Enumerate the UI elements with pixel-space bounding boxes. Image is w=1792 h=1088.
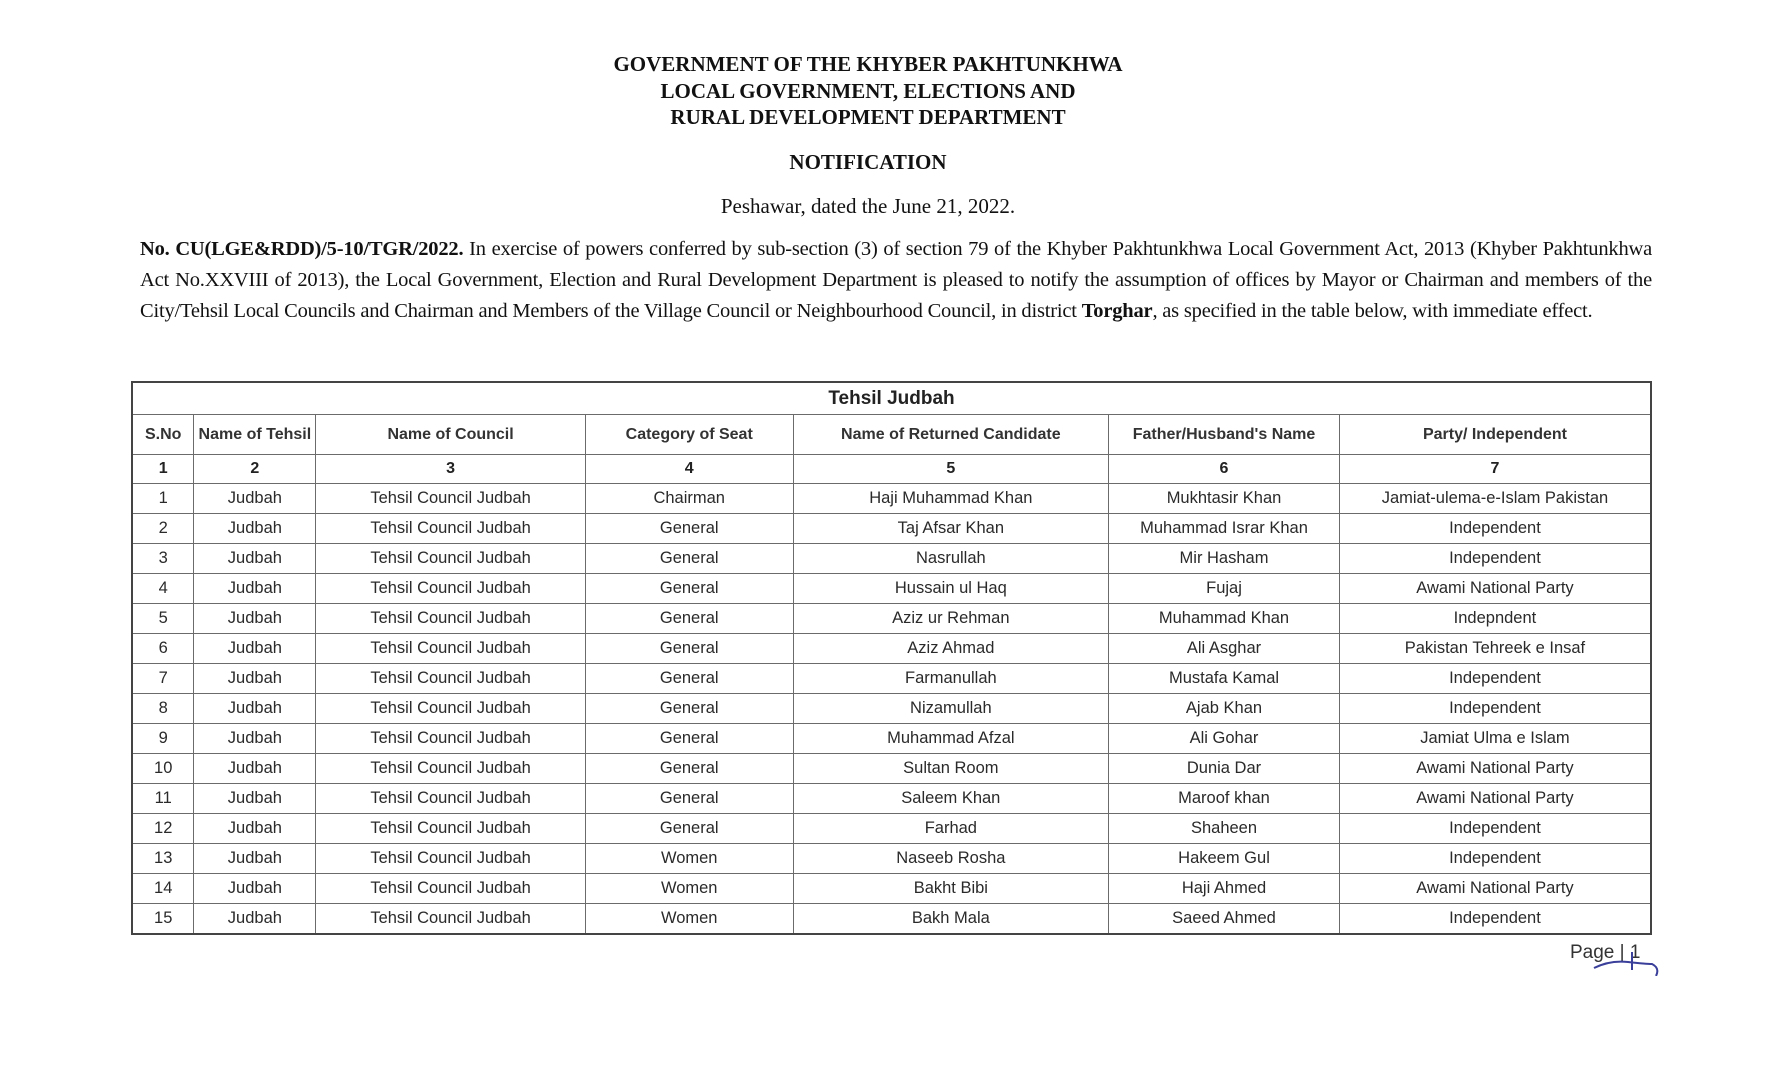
table-row (132, 814, 1651, 844)
cell-tehsil: Judbah (194, 694, 316, 724)
cell-father-husband: Ali Asghar (1109, 634, 1340, 664)
reference-number: No. CU(LGE&RDD)/5-10/TGR/2022. (140, 238, 464, 260)
cell-party: Awami National Party (1339, 754, 1651, 784)
notification-body (140, 234, 1652, 327)
cell-tehsil: Judbah (194, 484, 316, 514)
cell-tehsil: Judbah (194, 724, 316, 754)
cell-party: Independent (1339, 664, 1651, 694)
table-row (132, 634, 1651, 664)
cell-father-husband: Maroof khan (1109, 784, 1340, 814)
cell-council: Tehsil Council Judbah (316, 754, 586, 784)
cell-category: General (585, 784, 793, 814)
page-number: Page | 1 (1570, 942, 1641, 963)
column-header-row (132, 415, 1651, 455)
cell-candidate: Taj Afsar Khan (793, 514, 1109, 544)
column-header-tehsil: Name of Tehsil (194, 415, 316, 455)
cell-category: General (585, 754, 793, 784)
cell-category: Women (585, 844, 793, 874)
cell-candidate: Muhammad Afzal (793, 724, 1109, 754)
table-row (132, 874, 1651, 904)
table-row (132, 484, 1651, 514)
table-row (132, 604, 1651, 634)
cell-candidate: Saleem Khan (793, 784, 1109, 814)
body-text-part-2: , as specified in the table below, with immediate effect. (1152, 300, 1593, 322)
cell-council: Tehsil Council Judbah (316, 574, 586, 604)
column-number-father-husband: 6 (1109, 455, 1340, 484)
cell-party: Jamiat Ulma e Islam (1339, 724, 1651, 754)
cell-candidate: Aziz ur Rehman (793, 604, 1109, 634)
cell-tehsil: Judbah (194, 814, 316, 844)
cell-father-husband: Muhammad Israr Khan (1109, 514, 1340, 544)
cell-candidate: Bakh Mala (793, 904, 1109, 935)
table-row (132, 784, 1651, 814)
cell-party: Independent (1339, 694, 1651, 724)
cell-tehsil: Judbah (194, 664, 316, 694)
cell-candidate: Farmanullah (793, 664, 1109, 694)
cell-candidate: Sultan Room (793, 754, 1109, 784)
column-number-category: 4 (585, 455, 793, 484)
table-title: Tehsil Judbah (132, 382, 1651, 415)
cell-father-husband: Mustafa Kamal (1109, 664, 1340, 694)
cell-candidate: Farhad (793, 814, 1109, 844)
cell-council: Tehsil Council Judbah (316, 694, 586, 724)
cell-candidate: Nizamullah (793, 694, 1109, 724)
cell-father-husband: Mukhtasir Khan (1109, 484, 1340, 514)
cell-candidate: Aziz Ahmad (793, 634, 1109, 664)
pen-mark-icon (1590, 946, 1660, 976)
department-header (0, 51, 1736, 131)
cell-council: Tehsil Council Judbah (316, 874, 586, 904)
cell-category: Chairman (585, 484, 793, 514)
table-body (132, 484, 1651, 935)
column-number-party: 7 (1339, 455, 1651, 484)
cell-sno: 12 (132, 814, 194, 844)
cell-category: General (585, 634, 793, 664)
cell-father-husband: Hakeem Gul (1109, 844, 1340, 874)
cell-father-husband: Shaheen (1109, 814, 1340, 844)
cell-sno: 9 (132, 724, 194, 754)
header-line-government: GOVERNMENT OF THE KHYBER PAKHTUNKHWA (613, 52, 1123, 76)
cell-tehsil: Judbah (194, 784, 316, 814)
cell-council: Tehsil Council Judbah (316, 484, 586, 514)
cell-candidate: Nasrullah (793, 544, 1109, 574)
column-number-sno: 1 (132, 455, 194, 484)
cell-party: Indepndent (1339, 604, 1651, 634)
cell-tehsil: Judbah (194, 544, 316, 574)
cell-tehsil: Judbah (194, 514, 316, 544)
cell-category: General (585, 514, 793, 544)
cell-father-husband: Fujaj (1109, 574, 1340, 604)
cell-category: Women (585, 874, 793, 904)
notification-date: Peshawar, dated the June 21, 2022. (720, 194, 1016, 218)
cell-father-husband: Mir Hasham (1109, 544, 1340, 574)
cell-candidate: Haji Muhammad Khan (793, 484, 1109, 514)
table-row (132, 724, 1651, 754)
cell-party: Awami National Party (1339, 784, 1651, 814)
cell-tehsil: Judbah (194, 754, 316, 784)
cell-candidate: Bakht Bibi (793, 874, 1109, 904)
column-number-row (132, 455, 1651, 484)
cell-party: Jamiat-ulema-e-Islam Pakistan (1339, 484, 1651, 514)
table-row (132, 844, 1651, 874)
cell-sno: 10 (132, 754, 194, 784)
cell-tehsil: Judbah (194, 874, 316, 904)
cell-father-husband: Dunia Dar (1109, 754, 1340, 784)
notification-title: NOTIFICATION (789, 150, 947, 174)
cell-party: Independent (1339, 844, 1651, 874)
cell-sno: 8 (132, 694, 194, 724)
cell-council: Tehsil Council Judbah (316, 544, 586, 574)
cell-sno: 4 (132, 574, 194, 604)
cell-party: Independent (1339, 544, 1651, 574)
cell-council: Tehsil Council Judbah (316, 904, 586, 935)
cell-tehsil: Judbah (194, 574, 316, 604)
district-name: Torghar (1081, 300, 1153, 322)
column-header-council: Name of Council (316, 415, 586, 455)
cell-council: Tehsil Council Judbah (316, 664, 586, 694)
cell-category: General (585, 664, 793, 694)
cell-party: Independent (1339, 814, 1651, 844)
cell-sno: 3 (132, 544, 194, 574)
cell-sno: 11 (132, 784, 194, 814)
cell-sno: 13 (132, 844, 194, 874)
column-number-candidate: 5 (793, 455, 1109, 484)
cell-category: General (585, 814, 793, 844)
table-row (132, 694, 1651, 724)
cell-sno: 1 (132, 484, 194, 514)
cell-party: Independent (1339, 514, 1651, 544)
column-header-sno: S.No (132, 415, 194, 455)
cell-council: Tehsil Council Judbah (316, 844, 586, 874)
column-header-party: Party/ Independent (1339, 415, 1651, 455)
cell-sno: 5 (132, 604, 194, 634)
cell-party: Awami National Party (1339, 574, 1651, 604)
cell-party: Independent (1339, 904, 1651, 935)
cell-sno: 2 (132, 514, 194, 544)
returned-candidates-table (131, 381, 1652, 935)
column-header-father-husband: Father/Husband's Name (1109, 415, 1340, 455)
cell-tehsil: Judbah (194, 634, 316, 664)
cell-category: General (585, 574, 793, 604)
cell-council: Tehsil Council Judbah (316, 634, 586, 664)
cell-category: General (585, 724, 793, 754)
cell-candidate: Hussain ul Haq (793, 574, 1109, 604)
cell-category: General (585, 604, 793, 634)
cell-council: Tehsil Council Judbah (316, 604, 586, 634)
cell-father-husband: Saeed Ahmed (1109, 904, 1340, 935)
cell-tehsil: Judbah (194, 604, 316, 634)
table-row (132, 904, 1651, 935)
header-line-department: RURAL DEVELOPMENT DEPARTMENT (670, 105, 1066, 129)
cell-council: Tehsil Council Judbah (316, 724, 586, 754)
cell-candidate: Naseeb Rosha (793, 844, 1109, 874)
cell-father-husband: Ali Gohar (1109, 724, 1340, 754)
cell-council: Tehsil Council Judbah (316, 514, 586, 544)
table-row (132, 514, 1651, 544)
cell-category: General (585, 544, 793, 574)
column-number-tehsil: 2 (194, 455, 316, 484)
table-row (132, 754, 1651, 784)
cell-category: Women (585, 904, 793, 935)
header-line-local-government: LOCAL GOVERNMENT, ELECTIONS AND (660, 78, 1076, 103)
cell-sno: 14 (132, 874, 194, 904)
cell-father-husband: Ajab Khan (1109, 694, 1340, 724)
column-number-council: 3 (316, 455, 586, 484)
column-header-category: Category of Seat (585, 415, 793, 455)
table-row (132, 664, 1651, 694)
cell-tehsil: Judbah (194, 904, 316, 935)
cell-father-husband: Haji Ahmed (1109, 874, 1340, 904)
cell-father-husband: Muhammad Khan (1109, 604, 1340, 634)
cell-tehsil: Judbah (194, 844, 316, 874)
cell-sno: 6 (132, 634, 194, 664)
cell-category: General (585, 694, 793, 724)
cell-party: Pakistan Tehreek e Insaf (1339, 634, 1651, 664)
cell-sno: 7 (132, 664, 194, 694)
cell-council: Tehsil Council Judbah (316, 784, 586, 814)
table-row (132, 544, 1651, 574)
cell-council: Tehsil Council Judbah (316, 814, 586, 844)
cell-party: Awami National Party (1339, 874, 1651, 904)
body-text-part-1: In exercise of powers conferred by sub-section (3) of section 79 of the Khyber Pakhtunkhwa Local Government Act, 2013 (Khyber Pakhtunkhwa Act No.XXVIII of 2013), the Local Government, Election and Rural Development Department is pleased to notify the assumption of offices by Mayor or Chairman and members of the City/Tehsil Local Councils and Chairman and Members of the Village Council or Neighbourhood Council, in district (140, 238, 1653, 322)
column-header-candidate: Name of Returned Candidate (793, 415, 1109, 455)
cell-sno: 15 (132, 904, 194, 935)
table-row (132, 574, 1651, 604)
